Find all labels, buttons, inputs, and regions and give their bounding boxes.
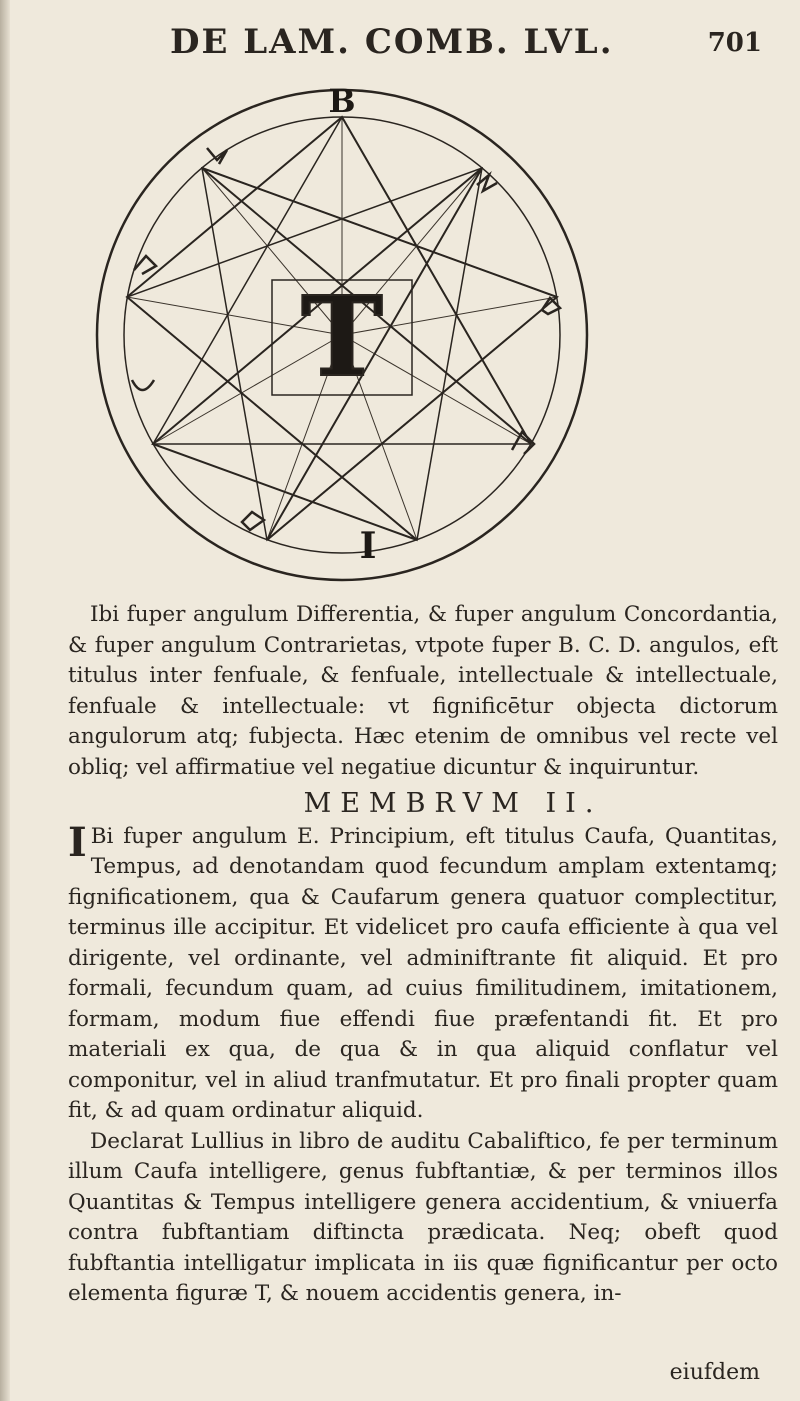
running-title: DE LAM. COMB. LVL. [170, 22, 614, 62]
paragraph-2-text: Bi fuper angulum E. Principium, eft titulus Caufa, Quantitas, Tempus, ad denotandam quod fecundum amplam extentamq; fignificationem, qua & Caufarum genera quatuor complectitur, terminus ille accipitur. Et videlicet pro caufa efficiente à qua vel dirigente, vel ordinante, vel adminiftrante fit aliquid. Et pro formali, fecundum quam, ad cuius fimilitudinem, imitationem, formam, modum fiue effendi fiue præfentandi fit. Et pro materiali ex qua, de qua & in qua aliquid conflatur vel componitur, vel in aliud tranfmutatur. Et pro finali propter quam fit, & ad quam ordinatur aliquid. [68, 823, 778, 1123]
catchword: eiufdem [669, 1360, 760, 1385]
figure-label-center: T [301, 272, 383, 401]
star-diagram [72, 70, 632, 590]
drop-cap: I [68, 818, 87, 866]
body-text [68, 600, 778, 1310]
nine-pointed-star-figure [72, 70, 632, 590]
page-header [170, 22, 770, 70]
symbol-mark-4 [242, 512, 264, 530]
page-number: 701 [707, 28, 762, 58]
figure-label-bottom: I [359, 525, 377, 567]
paragraph-1: Ibi fuper angulum Differentia, & fuper angulum Concordantia, & fuper angulum Contrarietas, vtpote fuper B. C. D. angulos, eft titulus inter fenfuale, & fenfuale, intellectuale & intellectuale, fenfuale & intellectuale: vt fignificētur objecta dictorum angulorum atq; fubjecta. Hæc etenim de omnibus vel recte vel obliq; vel affirmatiue vel negatiue dicuntur & inquiruntur. [68, 602, 778, 780]
page-edge [0, 0, 10, 1401]
figure-label-top: B [328, 82, 356, 120]
symbol-mark-5 [132, 380, 154, 390]
section-heading: MEMBRVM II. [303, 788, 603, 819]
paragraph-2 [68, 818, 778, 1127]
paragraph-3: Declarat Lullius in libro de auditu Cabaliftico, fe per terminum illum Caufa intelligere, genus fubftantiæ, & per terminos illos Quantitas & Tempus intelligere genera accidentium, & vniuerfa contra fubftantiam diftincta prædicata. Neq; obeft quod fubftantia intelligatur implicata in iis quæ fignificantur per octo elementa figuræ T, & nouem accidentis genera, in- [68, 1128, 778, 1306]
